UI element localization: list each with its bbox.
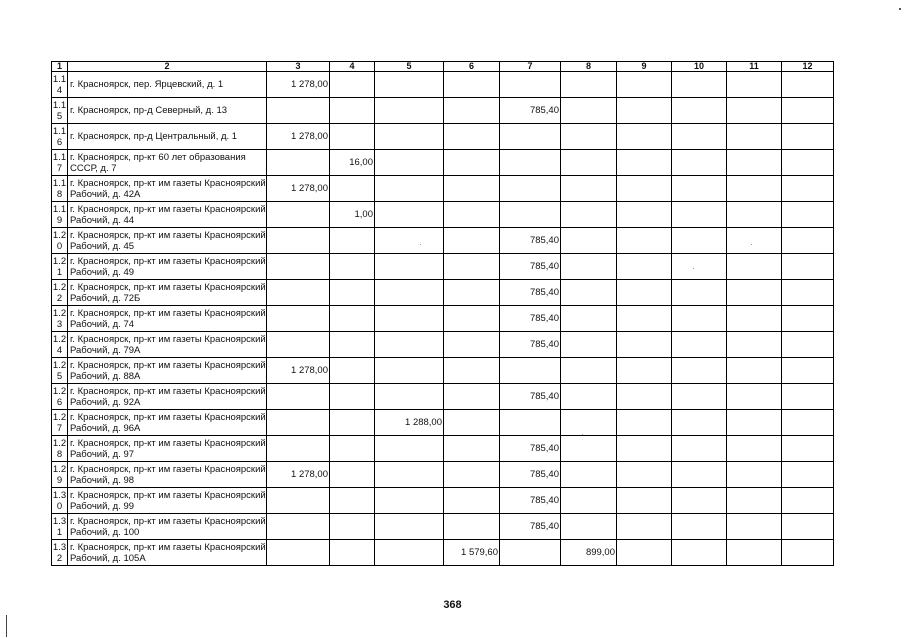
value-cell-3: 1 278,00 (267, 462, 330, 488)
empty-cell-9 (617, 462, 672, 488)
empty-cell-12 (782, 72, 834, 98)
empty-cell-10 (672, 436, 727, 462)
row-number: 1.3 2 (52, 541, 67, 564)
value-cell-5 (375, 384, 444, 410)
value-cell-4 (330, 228, 375, 254)
empty-cell-11 (727, 332, 782, 358)
value-cell-6 (444, 410, 500, 436)
value-cell-8 (561, 462, 617, 488)
value-cell-3 (267, 540, 330, 566)
table-row (52, 462, 834, 488)
value-cell-8: 899,00 (561, 540, 617, 566)
scan-speck (751, 244, 752, 245)
empty-cell-10 (672, 124, 727, 150)
column-header-6: 6 (444, 62, 500, 72)
row-number: 1.2 9 (52, 463, 67, 486)
empty-cell-9 (617, 72, 672, 98)
value-cell-7 (500, 124, 561, 150)
value-cell-4 (330, 176, 375, 202)
header-row (52, 62, 834, 72)
table-row (52, 202, 834, 228)
empty-cell-10 (672, 150, 727, 176)
page-number: 368 (443, 599, 462, 611)
value-cell-5 (375, 540, 444, 566)
value-cell-4 (330, 462, 375, 488)
value-cell-6 (444, 254, 500, 280)
empty-cell-10 (672, 306, 727, 332)
column-header-10: 10 (672, 62, 727, 72)
empty-cell-10 (672, 332, 727, 358)
address-cell: г. Красноярск, пр-кт им газеты Красноярский Рабочий, д. 45 (68, 228, 267, 254)
empty-cell-12 (782, 306, 834, 332)
value-cell-8 (561, 384, 617, 410)
value-cell-6 (444, 488, 500, 514)
empty-cell-11 (727, 176, 782, 202)
empty-cell-12 (782, 358, 834, 384)
value-cell-4 (330, 306, 375, 332)
address-cell: г. Красноярск, пр-кт 60 лет образования СССР, д. 7 (68, 150, 267, 176)
value-cell-7 (500, 410, 561, 436)
value-cell-8 (561, 124, 617, 150)
address-cell: г. Красноярск, пр-кт им газеты Красноярский Рабочий, д. 105А (68, 540, 267, 566)
empty-cell-12 (782, 514, 834, 540)
empty-cell-11 (727, 306, 782, 332)
value-cell-7 (500, 358, 561, 384)
scan-speck (582, 434, 583, 435)
table-row (52, 150, 834, 176)
value-cell-5 (375, 462, 444, 488)
empty-cell-10 (672, 98, 727, 124)
row-number: 1.2 8 (52, 437, 67, 460)
value-cell-7: 785,40 (500, 98, 561, 124)
value-cell-6 (444, 332, 500, 358)
value-cell-6 (444, 150, 500, 176)
empty-cell-12 (782, 150, 834, 176)
empty-cell-10 (672, 488, 727, 514)
table-row (52, 280, 834, 306)
value-cell-7: 785,40 (500, 462, 561, 488)
table-row (52, 254, 834, 280)
value-cell-4 (330, 280, 375, 306)
empty-cell-9 (617, 150, 672, 176)
value-cell-6 (444, 306, 500, 332)
value-cell-8 (561, 332, 617, 358)
address-cell: г. Красноярск, пр-кт им газеты Красноярский Рабочий, д. 99 (68, 488, 267, 514)
value-cell-7: 785,40 (500, 436, 561, 462)
row-number: 1.2 4 (52, 333, 67, 356)
value-cell-8 (561, 176, 617, 202)
value-cell-6 (444, 280, 500, 306)
address-cell: г. Красноярск, пр-кт им газеты Красноярский Рабочий, д. 44 (68, 202, 267, 228)
empty-cell-10 (672, 202, 727, 228)
value-cell-7 (500, 202, 561, 228)
value-cell-3 (267, 306, 330, 332)
column-header-9: 9 (617, 62, 672, 72)
value-cell-7: 785,40 (500, 254, 561, 280)
empty-cell-9 (617, 436, 672, 462)
empty-cell-9 (617, 202, 672, 228)
empty-cell-10 (672, 176, 727, 202)
empty-cell-12 (782, 124, 834, 150)
address-cell: г. Красноярск, пр-кт им газеты Красноярский Рабочий, д. 79А (68, 332, 267, 358)
empty-cell-11 (727, 436, 782, 462)
scan-speck (693, 268, 694, 269)
value-cell-6 (444, 124, 500, 150)
empty-cell-10 (672, 228, 727, 254)
value-cell-7: 785,40 (500, 280, 561, 306)
empty-cell-11 (727, 410, 782, 436)
value-cell-5 (375, 332, 444, 358)
table-row (52, 228, 834, 254)
empty-cell-12 (782, 410, 834, 436)
row-number: 1.3 1 (52, 515, 67, 538)
value-cell-7 (500, 150, 561, 176)
address-cell: г. Красноярск, пр-кт им газеты Красноярский Рабочий, д. 100 (68, 514, 267, 540)
column-header-12: 12 (782, 62, 834, 72)
value-cell-4 (330, 332, 375, 358)
value-cell-7: 785,40 (500, 488, 561, 514)
empty-cell-9 (617, 280, 672, 306)
value-cell-6 (444, 384, 500, 410)
empty-cell-12 (782, 540, 834, 566)
empty-cell-9 (617, 384, 672, 410)
table-row (52, 436, 834, 462)
empty-cell-11 (727, 254, 782, 280)
value-cell-5 (375, 150, 444, 176)
empty-cell-11 (727, 202, 782, 228)
value-cell-4 (330, 436, 375, 462)
value-cell-4 (330, 124, 375, 150)
value-cell-7 (500, 72, 561, 98)
value-cell-4 (330, 514, 375, 540)
address-cell: г. Красноярск, пр-кт им газеты Красноярский Рабочий, д. 96А (68, 410, 267, 436)
value-cell-3: 1 278,00 (267, 358, 330, 384)
empty-cell-12 (782, 332, 834, 358)
address-cell: г. Красноярск, пр-кт им газеты Красноярский Рабочий, д. 49 (68, 254, 267, 280)
address-cell: г. Красноярск, пр-кт им газеты Красноярский Рабочий, д. 42А (68, 176, 267, 202)
row-number: 1.2 0 (52, 229, 67, 252)
empty-cell-9 (617, 332, 672, 358)
value-cell-3 (267, 332, 330, 358)
value-cell-7 (500, 176, 561, 202)
value-cell-5 (375, 98, 444, 124)
data-table (51, 61, 834, 566)
value-cell-6 (444, 462, 500, 488)
value-cell-7: 785,40 (500, 228, 561, 254)
value-cell-8 (561, 280, 617, 306)
row-number: 1.1 6 (52, 125, 67, 148)
column-header-5: 5 (375, 62, 444, 72)
table-row (52, 488, 834, 514)
value-cell-8 (561, 488, 617, 514)
empty-cell-12 (782, 202, 834, 228)
address-cell: г. Красноярск, пер. Ярцевский, д. 1 (68, 72, 267, 98)
empty-cell-12 (782, 254, 834, 280)
empty-cell-11 (727, 228, 782, 254)
empty-cell-11 (727, 514, 782, 540)
value-cell-4 (330, 540, 375, 566)
value-cell-4: 16,00 (330, 150, 375, 176)
row-number: 1.2 5 (52, 359, 67, 382)
address-cell: г. Красноярск, пр-кт им газеты Красноярский Рабочий, д. 98 (68, 462, 267, 488)
empty-cell-12 (782, 488, 834, 514)
empty-cell-11 (727, 150, 782, 176)
value-cell-5 (375, 254, 444, 280)
column-header-3: 3 (267, 62, 330, 72)
value-cell-6 (444, 514, 500, 540)
empty-cell-11 (727, 358, 782, 384)
value-cell-8 (561, 72, 617, 98)
empty-cell-9 (617, 176, 672, 202)
value-cell-5 (375, 488, 444, 514)
empty-cell-10 (672, 384, 727, 410)
empty-cell-10 (672, 254, 727, 280)
empty-cell-9 (617, 358, 672, 384)
empty-cell-11 (727, 384, 782, 410)
empty-cell-10 (672, 514, 727, 540)
value-cell-5 (375, 176, 444, 202)
value-cell-4: 1,00 (330, 202, 375, 228)
row-number: 1.3 0 (52, 489, 67, 512)
table-row (52, 98, 834, 124)
empty-cell-9 (617, 228, 672, 254)
address-cell: г. Красноярск, пр-кт им газеты Красноярский Рабочий, д. 92А (68, 384, 267, 410)
row-number: 1.1 5 (52, 99, 67, 122)
value-cell-6 (444, 228, 500, 254)
value-cell-5 (375, 358, 444, 384)
value-cell-4 (330, 358, 375, 384)
address-cell: г. Красноярск, пр-кт им газеты Красноярский Рабочий, д. 72Б (68, 280, 267, 306)
table-row (52, 514, 834, 540)
empty-cell-11 (727, 488, 782, 514)
row-number: 1.2 2 (52, 281, 67, 304)
empty-cell-9 (617, 254, 672, 280)
empty-cell-11 (727, 124, 782, 150)
row-number: 1.2 7 (52, 411, 67, 434)
value-cell-3 (267, 384, 330, 410)
row-number: 1.2 3 (52, 307, 67, 330)
value-cell-6 (444, 176, 500, 202)
value-cell-8 (561, 202, 617, 228)
value-cell-7: 785,40 (500, 306, 561, 332)
value-cell-7: 785,40 (500, 332, 561, 358)
empty-cell-10 (672, 280, 727, 306)
scan-mark-top-right (899, 8, 901, 10)
empty-cell-12 (782, 98, 834, 124)
value-cell-3: 1 278,00 (267, 124, 330, 150)
address-cell: г. Красноярск, пр-кт им газеты Красноярский Рабочий, д. 97 (68, 436, 267, 462)
value-cell-8 (561, 436, 617, 462)
table-row (52, 332, 834, 358)
value-cell-5 (375, 124, 444, 150)
row-number: 1.1 7 (52, 151, 67, 174)
value-cell-3: 1 278,00 (267, 176, 330, 202)
empty-cell-10 (672, 358, 727, 384)
empty-cell-12 (782, 176, 834, 202)
table-row (52, 358, 834, 384)
value-cell-5 (375, 202, 444, 228)
empty-cell-11 (727, 98, 782, 124)
value-cell-8 (561, 254, 617, 280)
address-cell: г. Красноярск, пр-кт им газеты Красноярский Рабочий, д. 88А (68, 358, 267, 384)
empty-cell-10 (672, 462, 727, 488)
empty-cell-9 (617, 488, 672, 514)
value-cell-7 (500, 540, 561, 566)
scan-mark-bottom-left (6, 615, 7, 637)
table-row (52, 124, 834, 150)
address-cell: г. Красноярск, пр-д Северный, д. 13 (68, 98, 267, 124)
empty-cell-11 (727, 462, 782, 488)
value-cell-6 (444, 98, 500, 124)
value-cell-3 (267, 514, 330, 540)
empty-cell-9 (617, 98, 672, 124)
empty-cell-9 (617, 540, 672, 566)
value-cell-3 (267, 436, 330, 462)
address-cell: г. Красноярск, пр-кт им газеты Красноярский Рабочий, д. 74 (68, 306, 267, 332)
empty-cell-11 (727, 540, 782, 566)
value-cell-5: 1 288,00 (375, 410, 444, 436)
value-cell-8 (561, 514, 617, 540)
column-header-1: 1 (52, 62, 68, 72)
value-cell-3 (267, 254, 330, 280)
table-body (52, 72, 834, 566)
value-cell-5 (375, 228, 444, 254)
value-cell-3 (267, 150, 330, 176)
empty-cell-11 (727, 72, 782, 98)
value-cell-5 (375, 436, 444, 462)
value-cell-3 (267, 98, 330, 124)
value-cell-3: 1 278,00 (267, 72, 330, 98)
row-number: 1.2 6 (52, 385, 67, 408)
row-number: 1.1 8 (52, 177, 67, 200)
value-cell-4 (330, 488, 375, 514)
value-cell-7: 785,40 (500, 384, 561, 410)
empty-cell-10 (672, 72, 727, 98)
value-cell-3 (267, 280, 330, 306)
table-row (52, 540, 834, 566)
column-header-8: 8 (561, 62, 617, 72)
value-cell-6: 1 579,60 (444, 540, 500, 566)
value-cell-8 (561, 410, 617, 436)
value-cell-8 (561, 358, 617, 384)
value-cell-6 (444, 72, 500, 98)
row-number: 1.1 4 (52, 73, 67, 96)
value-cell-4 (330, 384, 375, 410)
column-header-11: 11 (727, 62, 782, 72)
value-cell-5 (375, 514, 444, 540)
value-cell-3 (267, 228, 330, 254)
value-cell-7: 785,40 (500, 514, 561, 540)
value-cell-4 (330, 72, 375, 98)
address-cell: г. Красноярск, пр-д Центральный, д. 1 (68, 124, 267, 150)
value-cell-6 (444, 358, 500, 384)
value-cell-8 (561, 150, 617, 176)
value-cell-5 (375, 72, 444, 98)
value-cell-5 (375, 306, 444, 332)
table-row (52, 410, 834, 436)
value-cell-4 (330, 410, 375, 436)
empty-cell-12 (782, 384, 834, 410)
value-cell-8 (561, 306, 617, 332)
value-cell-6 (444, 436, 500, 462)
empty-cell-9 (617, 410, 672, 436)
empty-cell-12 (782, 462, 834, 488)
value-cell-8 (561, 98, 617, 124)
table-row (52, 176, 834, 202)
row-number: 1.2 1 (52, 255, 67, 278)
empty-cell-10 (672, 410, 727, 436)
scan-speck (420, 244, 421, 245)
table-row (52, 306, 834, 332)
table-row (52, 384, 834, 410)
empty-cell-11 (727, 280, 782, 306)
value-cell-3 (267, 410, 330, 436)
value-cell-3 (267, 202, 330, 228)
column-header-7: 7 (500, 62, 561, 72)
value-cell-3 (267, 488, 330, 514)
empty-cell-9 (617, 124, 672, 150)
empty-cell-9 (617, 306, 672, 332)
value-cell-8 (561, 228, 617, 254)
value-cell-6 (444, 202, 500, 228)
empty-cell-12 (782, 228, 834, 254)
value-cell-4 (330, 254, 375, 280)
row-number: 1.1 9 (52, 203, 67, 226)
value-cell-5 (375, 280, 444, 306)
column-header-2: 2 (68, 62, 267, 72)
table-row (52, 72, 834, 98)
empty-cell-12 (782, 436, 834, 462)
value-cell-4 (330, 98, 375, 124)
column-header-4: 4 (330, 62, 375, 72)
empty-cell-9 (617, 514, 672, 540)
empty-cell-12 (782, 280, 834, 306)
empty-cell-10 (672, 540, 727, 566)
